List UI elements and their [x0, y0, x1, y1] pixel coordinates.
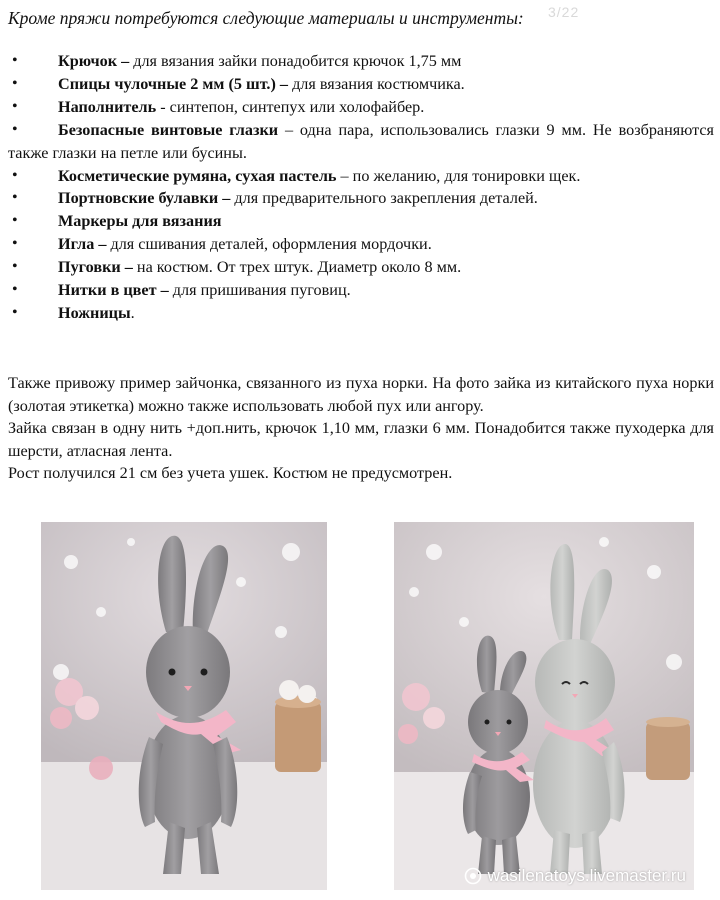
item-term: Маркеры для вязания	[58, 212, 222, 231]
list-item	[8, 119, 714, 165]
item-term: Косметические румяна, сухая пастель	[58, 166, 337, 185]
item-desc: – по желанию, для тонировки щек.	[336, 166, 581, 185]
livemaster-logo-icon	[464, 867, 482, 885]
item-term: Спицы чулочные 2 мм (5 шт.) –	[58, 74, 289, 93]
item-term: Крючок –	[58, 52, 134, 70]
watermark	[464, 866, 686, 886]
bunny-photo-pair	[394, 522, 694, 890]
list-item	[8, 187, 714, 210]
list-item	[8, 210, 714, 233]
intro-heading: Кроме пряжи потребуются следующие материалы и инструменты:	[8, 8, 524, 28]
item-desc: – одна пара, использовались глазки 9 мм. Не возбраняются также глазки на петле или бусины.	[8, 120, 714, 162]
item-desc: на костюм. От трех штук. Диаметр около 8 мм.	[132, 258, 462, 277]
bunny-single-illustration	[41, 522, 327, 890]
list-item	[8, 165, 714, 188]
item-desc: для предварительного закрепления деталей.	[230, 189, 538, 208]
description-paragraph: Также привожу пример зайчонка, связанного из пуха норки. На фото зайка из китайского пуха норки (золотая этикетка) можно также использовать любой пух или ангору.	[8, 374, 714, 415]
bunny-photo-single	[41, 522, 327, 890]
item-term: Безопасные винтовые глазки	[58, 120, 279, 139]
item-desc: для пришивания пуговиц.	[168, 281, 351, 300]
list-item	[8, 96, 714, 119]
list-item	[8, 233, 714, 256]
item-term: Портновские булавки –	[58, 189, 231, 208]
list-item	[8, 279, 714, 302]
watermark-text: wasilenatoys.livemaster.ru	[487, 866, 686, 885]
item-term: Нитки в цвет –	[58, 281, 169, 300]
list-item	[8, 73, 714, 96]
list-item	[8, 50, 714, 73]
list-item	[8, 256, 714, 279]
page-indicator: 3/22	[548, 4, 580, 20]
description-block	[8, 372, 714, 485]
item-term: Ножницы	[58, 303, 131, 322]
item-term: Наполнитель	[58, 97, 157, 116]
item-desc: для вязания зайки понадобится крючок 1,75 мм	[133, 52, 462, 70]
item-desc: - синтепон, синтепух или холофайбер.	[156, 97, 425, 116]
item-term: Пуговки –	[58, 258, 133, 277]
list-item	[8, 302, 714, 325]
item-desc: для вязания костюмчика.	[288, 74, 465, 93]
materials-list	[8, 50, 714, 325]
item-desc: для сшивания деталей, оформления мордочки.	[106, 235, 432, 254]
item-desc: .	[130, 303, 135, 322]
item-term: Игла –	[58, 235, 107, 254]
description-paragraph: Зайка связан в одну нить +доп.нить, крючок 1,10 мм, глазки 6 мм. Понадобится также пуходерка для шерсти, атласная лента.	[8, 419, 714, 460]
bunny-pair-illustration	[394, 522, 694, 890]
description-paragraph: Рост получился 21 см без учета ушек. Костюм не предусмотрен.	[8, 464, 453, 483]
